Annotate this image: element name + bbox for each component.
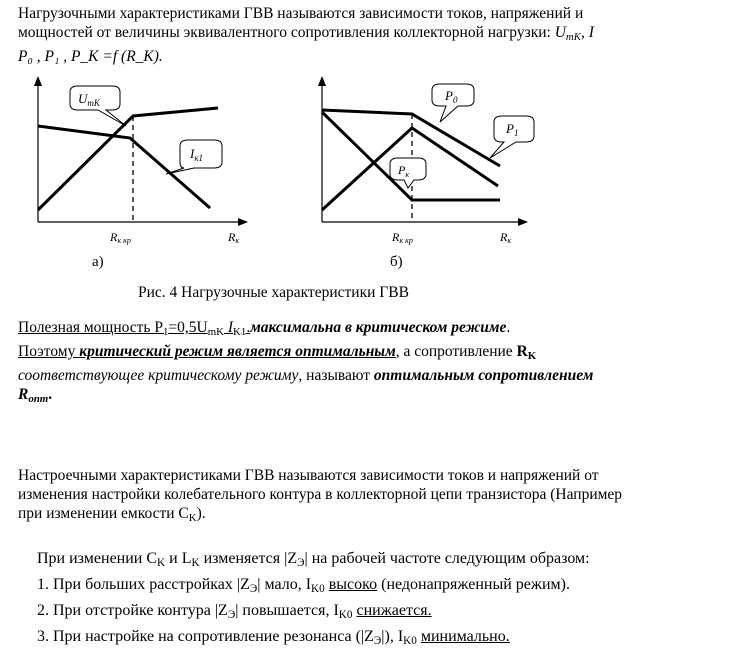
list-item-1: 1. При больших расстройках $|Z_Э|$ мало, $I_{K0}$ высоко (недонапряженный режим). — [37, 576, 570, 595]
useful-line-1: Полезная мощность $P_1=0,5U_{mK}$ $I_{K1}.максимальна$ в критическом режиме. — [18, 319, 511, 338]
intro-line-1: Нагрузочными характеристиками ГВВ называются зависимости токов, напряжений и — [18, 5, 584, 22]
list-item-2: 2. При отстройке контура $|Z_Э|$ повышается, $I_{K0}$ снижается. — [37, 602, 432, 621]
useful-line-3: соответствующее критическому режиму, называют оптимальным сопротивлением — [18, 367, 594, 384]
label-pk: $P_к$ — [398, 163, 410, 179]
list-item-3: 3. При настройке на сопротивление резонанса $(|Z_Э|)$, $I_{K0}$ минимально. — [37, 628, 510, 647]
tick-rk-kr-a: Rк кр — [110, 230, 131, 245]
label-p1: $P_1$ — [506, 121, 519, 138]
graph-b — [318, 76, 534, 226]
tick-rk-kr-b: Rк кр — [392, 230, 413, 245]
useful-power-paragraph — [18, 318, 593, 409]
intro-paragraph — [18, 4, 594, 66]
tuning-line-1: Настроечными характеристиками ГВВ называются зависимости токов и напряжений от — [18, 467, 599, 484]
tuning-paragraph — [18, 466, 622, 528]
axis-rk-b: Rк — [500, 230, 512, 245]
tuning-line-2: изменения настройки колебательного контура в коллекторной цепи транзистора (Например — [18, 486, 623, 503]
useful-line-2: Поэтому критический режим является оптимальным, а сопротивление $R_K$ — [18, 343, 537, 362]
axis-rk-a: Rк — [228, 230, 240, 245]
label-p0: $P_0$ — [445, 88, 458, 105]
label-umk: $U_{mK}$ — [78, 91, 100, 108]
tuning-list — [37, 548, 590, 652]
graph-a — [34, 76, 248, 226]
label-ik1: $I_{к1}$ — [190, 146, 204, 163]
intro-line-3: P₀ , P₁ , P_K =f (R_K). — [18, 48, 163, 65]
figure-caption: Рис. 4 Нагрузочные характеристики ГВВ — [138, 284, 409, 301]
useful-line-4: $R_{опт}$. — [18, 386, 53, 405]
intro-line-2: мощностей от величины эквивалентного сопротивления коллекторной нагрузки: $U_{mK}$, I — [18, 24, 594, 43]
tuning-line-3: при изменении емкости $C_K$). — [18, 505, 206, 524]
panel-label-b: б) — [390, 254, 403, 270]
list-intro: При изменении $C_K$ и $L_K$ изменяется $|Z_Э|$ на рабочей частоте следующим образом: — [37, 550, 590, 569]
panel-label-a: а) — [92, 254, 104, 270]
